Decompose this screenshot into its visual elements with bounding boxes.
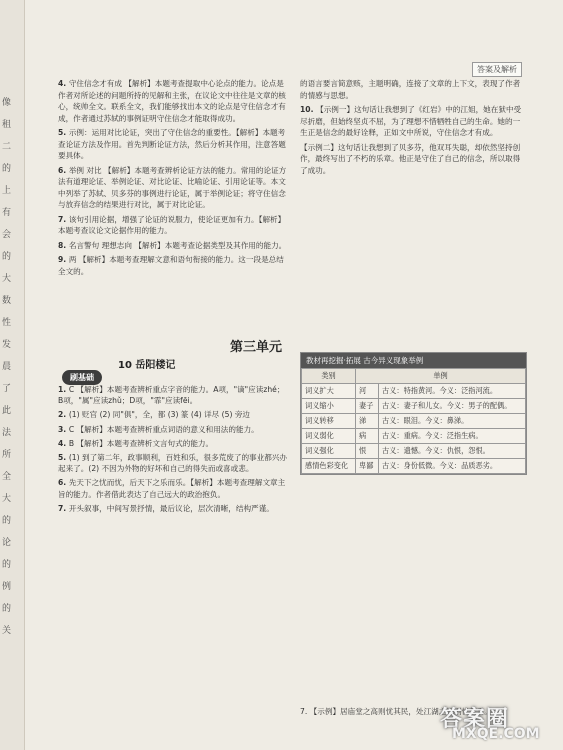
lower-left-item xyxy=(58,452,288,474)
lower-left-item xyxy=(58,424,288,435)
lower-left-item-text: B 【解析】本题考查辨析文言句式的能力。 xyxy=(68,438,214,448)
edge-char: 会 xyxy=(2,230,12,240)
table-cell-example: 古义：眼泪。今义：鼻涕。 xyxy=(379,414,526,429)
right-column-item xyxy=(300,104,525,139)
edge-char: 的 xyxy=(2,252,12,262)
edge-char: 发 xyxy=(2,340,12,350)
table-title: 教材再挖掘·拓展 古今异义现象举例 xyxy=(301,353,526,368)
lower-left-item-number: 4. xyxy=(58,438,69,448)
left-column-item xyxy=(58,254,288,277)
table-cell-word: 涕 xyxy=(356,414,379,429)
lower-left-item-text: (1) 到了第二年，政事顺利，百姓和乐，很多荒废了的事业都兴办起来了。(2) 不因为外物的好坏和自己的得失而或喜或悲。 xyxy=(58,453,288,474)
table-cell-example: 古义：遗憾。今义：仇恨，怨恨。 xyxy=(379,444,526,459)
lower-left-item-number: 7. xyxy=(58,503,69,513)
table-row xyxy=(302,459,526,474)
left-column-item xyxy=(58,165,288,211)
edge-char: 例 xyxy=(2,582,12,592)
table-cell-example: 古义：妻子和儿女。今义：男子的配偶。 xyxy=(379,399,526,414)
left-column-item-number: 5. xyxy=(58,128,69,137)
table-cell-word: 卑鄙 xyxy=(356,459,379,474)
edge-char: 法 xyxy=(2,428,12,438)
lower-left-item xyxy=(58,503,288,514)
lower-left-item-number: 5. xyxy=(58,453,69,463)
edge-char: 的 xyxy=(2,516,12,526)
table-cell-category: 词义强化 xyxy=(302,444,356,459)
left-column xyxy=(58,78,288,280)
table-row xyxy=(302,414,526,429)
table-cell-word: 恨 xyxy=(356,444,379,459)
right-column-item-text: 【示例一】这句话让我想到了《红岩》中的江姐，她在狱中受尽折磨，但始终坚贞不屈，为了理想不惜牺牲自己的生命。她的一生正是信念的最好诠释，正如文中所说，守住信念才有成。 xyxy=(300,105,522,137)
lower-left-item-number: 2. xyxy=(58,410,69,420)
lower-left-item-number: 3. xyxy=(58,424,69,434)
table-cell-category: 词义弱化 xyxy=(302,429,356,444)
edge-char: 的 xyxy=(2,604,12,614)
edge-char: 大 xyxy=(2,274,12,284)
left-column-item xyxy=(58,78,288,124)
table-cell-category: 感情色彩变化 xyxy=(302,459,356,474)
edge-char: 所 xyxy=(2,450,12,460)
left-column-item xyxy=(58,214,288,237)
table-row xyxy=(302,444,526,459)
lower-left-item-number: 1. xyxy=(58,385,69,394)
lesson-title: 10 岳阳楼记 xyxy=(118,360,176,371)
left-column-item-text: 举例 对比 【解析】本题考查辨析论证方法的能力。常用的论证方法有道理论证、举例论证、对比论证、比喻论证、引用论证等。本文中列举了苏轼、贝多芬的事例进行论证，属于举例论证；将守住信念与放弃信念的结果进行对比，属于对比论证。 xyxy=(58,165,287,209)
lower-left-item xyxy=(58,409,288,420)
left-column-item-text: 该句引用论据，增强了论证的说服力，使论证更加有力。【解析】本题考查议论文论据作用的能力。 xyxy=(58,214,286,235)
right-column-item-number: 10. xyxy=(300,105,317,114)
table-header-example: 单例 xyxy=(356,369,526,384)
left-column-item xyxy=(58,240,288,252)
edge-char: 了 xyxy=(2,384,12,394)
edge-char: 论 xyxy=(2,538,12,548)
left-column-item-number: 4. xyxy=(58,79,69,88)
watermark-url: MXQE.COM xyxy=(452,726,540,742)
left-column-item-number: 6. xyxy=(58,165,69,175)
vocab-table-box xyxy=(300,352,527,475)
table-row xyxy=(302,399,526,414)
table-cell-word: 病 xyxy=(356,429,379,444)
lower-left-answers xyxy=(58,384,288,517)
edge-char: 的 xyxy=(2,560,12,570)
left-column-item-text: 名言警句 理想志向 【解析】本题考查论据类型及其作用的能力。 xyxy=(68,240,287,250)
lower-left-item-number: 6. xyxy=(58,478,69,488)
edge-char: 全 xyxy=(2,472,12,482)
footer-answer: 7. 【示例】居庙堂之高则忧其民，处江湖之远则忧其君。 xyxy=(300,707,492,716)
right-column-item-text: 【示例二】这句话让我想到了贝多芬，他双耳失聪，却依然坚持创作，最终写出了不朽的乐章。他正是守住了自己的信念，所以取得了成功。 xyxy=(300,142,521,175)
table-cell-example: 古义：身份低微。今义：品质恶劣。 xyxy=(379,459,526,474)
right-column-item xyxy=(300,78,525,101)
right-column xyxy=(300,78,525,179)
left-column-item xyxy=(58,127,288,162)
lower-left-item-text: 先天下之忧而忧，后天下之乐而乐。【解析】本题考查理解文章主旨的能力。作者借此表达了自己远大的政治抱负。 xyxy=(58,478,286,499)
edge-char: 像 xyxy=(2,98,12,108)
right-column-item xyxy=(300,142,525,177)
lower-left-item-text: C 【解析】本题考查辨析重点字音的能力。A项，"谪"应读zhé；B项，"属"应读zhǔ；D项，"霏"应读fēi。 xyxy=(58,385,285,406)
left-column-item-text: 守住信念才有成 【解析】本题考查提取中心论点的能力。论点是作者对所论述的问题所持的见解和主张，在议论文中往往是文章的核心，统帅全文。联系全文，我们能够找出本文的论点是守住信念才有成，作者通过苏轼的事例证明守住信念才能取得成功。 xyxy=(58,79,286,123)
table-cell-example: 古义：重病。今义：泛指生病。 xyxy=(379,429,526,444)
table-row xyxy=(302,429,526,444)
left-column-item-number: 9. xyxy=(58,255,69,264)
left-column-item-number: 8. xyxy=(58,240,69,250)
lower-left-item xyxy=(58,477,288,499)
brush-badge: 刷基础 xyxy=(62,370,102,385)
edge-char: 性 xyxy=(2,318,12,328)
lower-left-item-text: (1) 贬官 (2) 同"俱"，全，都 (3) 篆 (4) 详尽 (5) 旁边 xyxy=(68,410,251,420)
previous-page-edge xyxy=(0,0,25,750)
table-header-category: 类别 xyxy=(302,369,356,384)
table-cell-category: 词义缩小 xyxy=(302,399,356,414)
edge-char: 租 xyxy=(2,120,12,130)
edge-char: 数 xyxy=(2,296,12,306)
right-column-item-text: 的语言要言简意赅，主题明确，连接了文章的上下文，表现了作者的情感与思想。 xyxy=(300,79,521,100)
edge-char: 晨 xyxy=(2,362,12,372)
edge-char: 大 xyxy=(2,494,12,504)
left-column-item-text: 两 【解析】本题考查理解文意和语句衔接的能力。这一段是总结全文的。 xyxy=(58,255,284,276)
edge-char: 的 xyxy=(2,164,12,174)
edge-char: 有 xyxy=(2,208,12,218)
edge-char: 此 xyxy=(2,406,12,416)
edge-char: 二 xyxy=(2,142,12,152)
lower-left-item xyxy=(58,438,288,449)
edge-char: 关 xyxy=(2,626,12,636)
table-cell-category: 词义扩大 xyxy=(302,384,356,399)
table-cell-word: 河 xyxy=(356,384,379,399)
table-cell-word: 妻子 xyxy=(356,399,379,414)
table-row xyxy=(302,384,526,399)
vocab-table xyxy=(301,368,526,474)
table-cell-category: 词义转移 xyxy=(302,414,356,429)
left-column-item-number: 7. xyxy=(58,214,69,224)
lower-left-item-text: 开头叙事，中间写景抒情，最后议论，层次清晰，结构严谨。 xyxy=(68,503,274,513)
header-label: 答案及解析 xyxy=(472,62,522,77)
table-cell-example: 古义：特指黄河。今义：泛指河流。 xyxy=(379,384,526,399)
edge-characters xyxy=(2,92,22,642)
left-column-item-text: 示例：运用对比论证，突出了守住信念的重要性。【解析】本题考查论证方法及作用。首先判断论证方法，然后分析其作用，注意答题要具体。 xyxy=(58,128,286,160)
lower-left-item-text: C 【解析】本题考查辨析重点词语的意义和用法的能力。 xyxy=(68,424,259,434)
lower-left-item xyxy=(58,384,288,406)
edge-char: 上 xyxy=(2,186,12,196)
watermark-logo: 答案圈 xyxy=(440,707,510,732)
unit-title: 第三单元 xyxy=(230,340,283,355)
